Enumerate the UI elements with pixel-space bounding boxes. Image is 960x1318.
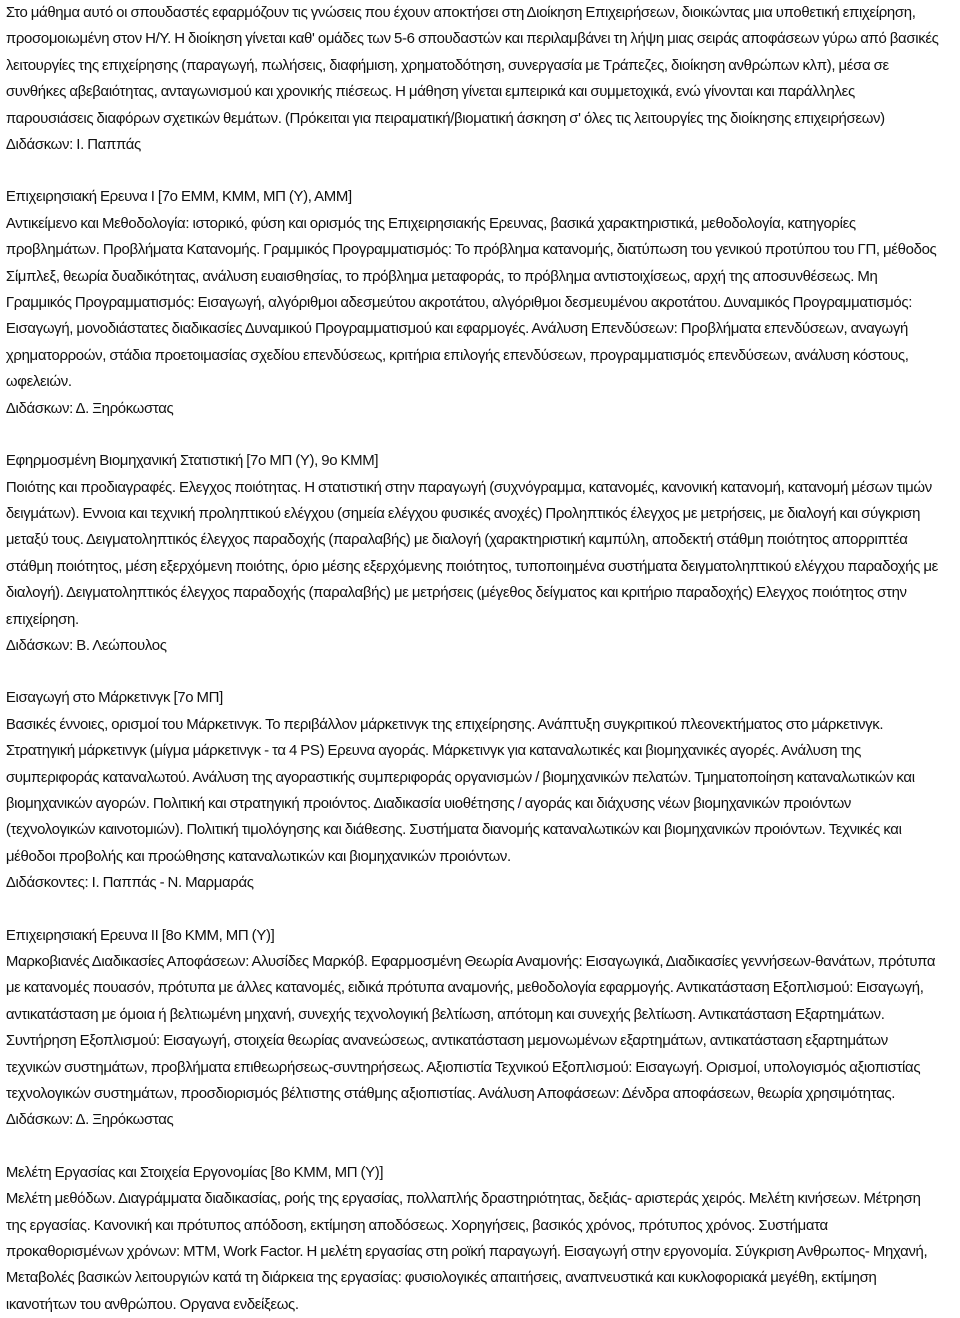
section-spacer (6, 422, 940, 448)
course-description: Βασικές έννοιες, ορισμοί του Μάρκετινγκ. Το περιβάλλον μάρκετινγκ της επιχείρησης. Ανάπτυξη συγκριτικού πλεονεκτήματος στο μάρκετινγκ. Στρατηγική μάρκετινγκ (μίγμα μάρκετινγκ - τα 4 PS) Ερευνα αγοράς. Μάρκετινγκ για καταναλωτικές και βιομηχανικές αγορές. Ανάλυση της συμπεριφοράς καταναλωτού. Ανάλυση της αγοραστικής συμπεριφοράς οργανισμών / βιομηχανικών πελατών. Τμηματοποίηση καταναλωτικών και βιομηχανικών αγορών. Πολιτική και στρατηγική προιόντος. Διαδικασία υιοθέτησης / αγοράς και διάχυσης νέων βιομηχανικών προιόντων (τεχνολογικών καινοτομιών). Πολιτική τιμολόγησης και διάθεσης. Συστήματα διανομής καταναλωτικών και βιομηχανικών προιόντων. Τεχνικές και μέθοδοι προβολής και προώθησης καταναλωτικών και βιομηχανικών προιόντων. (5, 715, 915, 865)
course-description: Μελέτη μεθόδων. Διαγράμματα διαδικασίας, ροής της εργασίας, πολλαπλής δραστηριότητας, δεξιάς- αριστεράς χειρός. Μελέτη κινήσεων. Μέτρηση της εργασίας. Κανονική και πρότυπος απόδοση, εκτίμηση αποδόσεως. Χορηγήσεις, βασικός χρόνος, πρότυπος χρόνος. Συστήματα προκαθορισμένων χρόνων: MTM, Work Factor. Η μελέτη εργασίας στη ροϊκή παραγωγή. Εισαγωγή στην εργονομία. Σύγκριση Ανθρωπος- Μηχανή, Μεταβολές βασικών λειτουργιών κατά τη διάρκεια της εργασίας: φυσιολογικές απαιτήσεις, αναπνευστικά και κυκλοφοριακά μεγέθη, εκτίμηση ικανοτήτων του ανθρώπου. Οργανα ενδείξεως. (5, 1190, 928, 1313)
course-instructor: Διδάσκων: Δ. Ξηρόκωστας (5, 399, 174, 417)
course-title: Επιχειρησιακή Ερευνα ΙΙ [8ο ΚΜΜ, ΜΠ (Υ)] (5, 926, 275, 944)
course-title: Μελέτη Εργασίας και Στοιχεία Εργονομίας [8ο ΚΜΜ, ΜΠ (Υ)] (5, 1163, 384, 1181)
course-operations-research-2 (6, 923, 940, 1134)
course-instructor: Διδάσκων: Δ. Ξηρόκωστας (5, 1111, 174, 1129)
course-title: Εισαγωγή στο Μάρκετινγκ [7ο ΜΠ] (5, 689, 223, 707)
course-title: Επιχειρησιακή Ερευνα Ι [7ο ΕΜΜ, ΚΜΜ, ΜΠ (Υ), ΑΜΜ] (5, 188, 352, 206)
course-marketing (6, 685, 940, 896)
section-spacer (6, 158, 940, 184)
section-spacer (6, 1134, 940, 1160)
course-instructor: Διδάσκοντες: Ι. Παππάς - Ν. Μαρμαράς (5, 874, 254, 892)
course-operations-research-1 (6, 184, 940, 422)
intro-paragraph: Στο μάθημα αυτό οι σπουδαστές εφαρμόζουν τις γνώσεις που έχουν αποκτήσει στη Διοίκηση Επιχειρήσεων, διοικώντας μια υποθετική επιχείρηση, προσομοιωμένη στον Η/Υ. Η διοίκηση γίνεται καθ' ομάδες των 5-6 σπουδαστών και περιλαμβάνει τη λήψη μιας σειράς αποφάσεων γύρω από βασικές λειτουργίες της επιχείρησης (παραγωγή, πωλήσεις, διαφήμιση, χρηματοδότηση, συνεργασία με Τράπεζες, διοίκηση ανθρώπων κλπ), μέσα σε συνθήκες αβεβαιότητας, ανταγωνισμού και χρονικής πιέσεως. Η μάθηση γίνεται εμπειρικά και συμμετοχικά, ενώ γίνονται και παράλληλες παρουσιάσεις διαφόρων σχετικών θεμάτων. (Πρόκειται για πειραματική/βιοματική άσκηση σ' όλες τις λειτουργίες της διοίκησης επιχειρήσεων) (5, 4, 939, 127)
section-spacer (6, 897, 940, 923)
course-description: Μαρκοβιανές Διαδικασίες Αποφάσεων: Αλυσίδες Μαρκόβ. Εφαρμοσμένη Θεωρία Αναμονής: Εισαγωγικά, Διαδικασίες γεννήσεων-θανάτων, πρότυπα με κατανομές πουασόν, πρότυπα με άλλες κατανομές, ειδικά πρότυπα αναμονής, μεθοδολογία εφαρμογής. Αντικατάσταση Εξοπλισμού: Εισαγωγή, αντικατάσταση με όμοια ή βελτιωμένη μηχανή, συνεχής τεχνολογική βελτίωση, απότομη και συνεχής βελτίωση. Αντικατάσταση Εξαρτημάτων. Συντήρηση Εξοπλισμού: Εισαγωγή, στοιχεία θεωρίας ανανεώσεως, αντικατάσταση μεμονωμένων εξαρτημάτων, αντικατάσταση εξαρτημάτων τεχνικών συστημάτων, προβλήματα επιθεωρήσεως-συντηρήσεως. Αξιοπιστία Τεχνικού Εξοπλισμού: Εισαγωγή. Ορισμοί, υπολογισμός αξιοπιστίας τεχνολογικών συστημάτων, προσδιορισμός βέλτιστης στάθμης αξιοπιστίας. Ανάλυση Αποφάσεων: Δένδρα αποφάσεων, θεωρία χρησιμότητας. (5, 953, 936, 1103)
course-instructor: Διδάσκων: Β. Λεώπουλος (5, 636, 167, 654)
intro-section (6, 0, 940, 158)
course-description: Ποιότης και προδιαγραφές. Ελεγχος ποιότητας. Η στατιστική στην παραγωγή (συχνόγραμμα, κατανομές, κανονική κατανομή, κατανομή μέσων τιμών δειγμάτων). Εννοια και τεχνική προληπτικού ελέγχου (σημεία ελέγχου φυσικές ανοχές) Προληπτικός έλεγχος με μετρήσεις, με διαλογή και σύγκριση μεταξύ τους. Δειγματοληπτικός έλεγχος παραδοχής (παραλαβής) με διαλογή (χαρακτηριστική καμπύλη, αποδεκτή στάθμη ποιότητος απορριπτέα στάθμη ποιότητος, μέση εξερχόμενη ποιότης, όριο μέσης εξερχόμενης ποιότητος, τυποποιημένα συστήματα δειγματοληπτικού ελέγχου παραδοχής με διαλογή). Δειγματοληπτικός έλεγχος παραδοχής (παραλαβής) με μετρήσεις (μέγεθος δείγματος και κριτήριο παραδοχής) Ελεγχος ποιότητος στην επιχείρηση. (5, 478, 938, 628)
course-title: Εφηρμοσμένη Βιομηχανική Στατιστική [7ο ΜΠ (Υ), 9ο ΚΜΜ] (5, 452, 379, 470)
intro-instructor: Διδάσκων: Ι. Παππάς (5, 136, 141, 154)
course-industrial-statistics (6, 448, 940, 659)
section-spacer (6, 659, 940, 685)
course-work-study-ergonomics (6, 1160, 940, 1318)
course-description: Αντικείμενο και Μεθοδολογία: ιστορικό, φύση και ορισμός της Επιχειρησιακής Ερευνας, βασικά χαρακτηριστικά, μεθοδολογία, κατηγορίες προβλημάτων. Προβλήματα Κατανομής. Γραμμικός Προγραμματισμός: Το πρόβλημα κατανομής, διατύπωση του γενικού προτύπου του ΓΠ, μέθοδος Σίμπλεξ, θεωρία δυαδικότητας, ανάλυση ευαισθησίας, το πρόβλημα μεταφοράς, το πρόβλημα αντιστοιχίσεως, αρχή της αποσυνθέσεως. Μη Γραμμικός Προγραμματισμός: Εισαγωγή, αλγόριθμοι αδεσμεύτου ακροτάτου, αλγόριθμοι δεσμευμένου ακροτάτου. Δυναμικός Προγραμματισμός: Εισαγωγή, μονοδιάστατες διαδικασίες Δυναμικού Προγραμματισμού και εφαρμογές. Ανάλυση Επενδύσεων: Προβλήματα επενδύσεων, αναγωγή χρηματορροών, στάδια προετοιμασίας σχεδίου επενδύσεως, κριτήρια επιλογής επενδύσεων, προγραμματισμός επενδύσεων, ανάλυση κόστους, ωφελειών. (5, 214, 937, 391)
